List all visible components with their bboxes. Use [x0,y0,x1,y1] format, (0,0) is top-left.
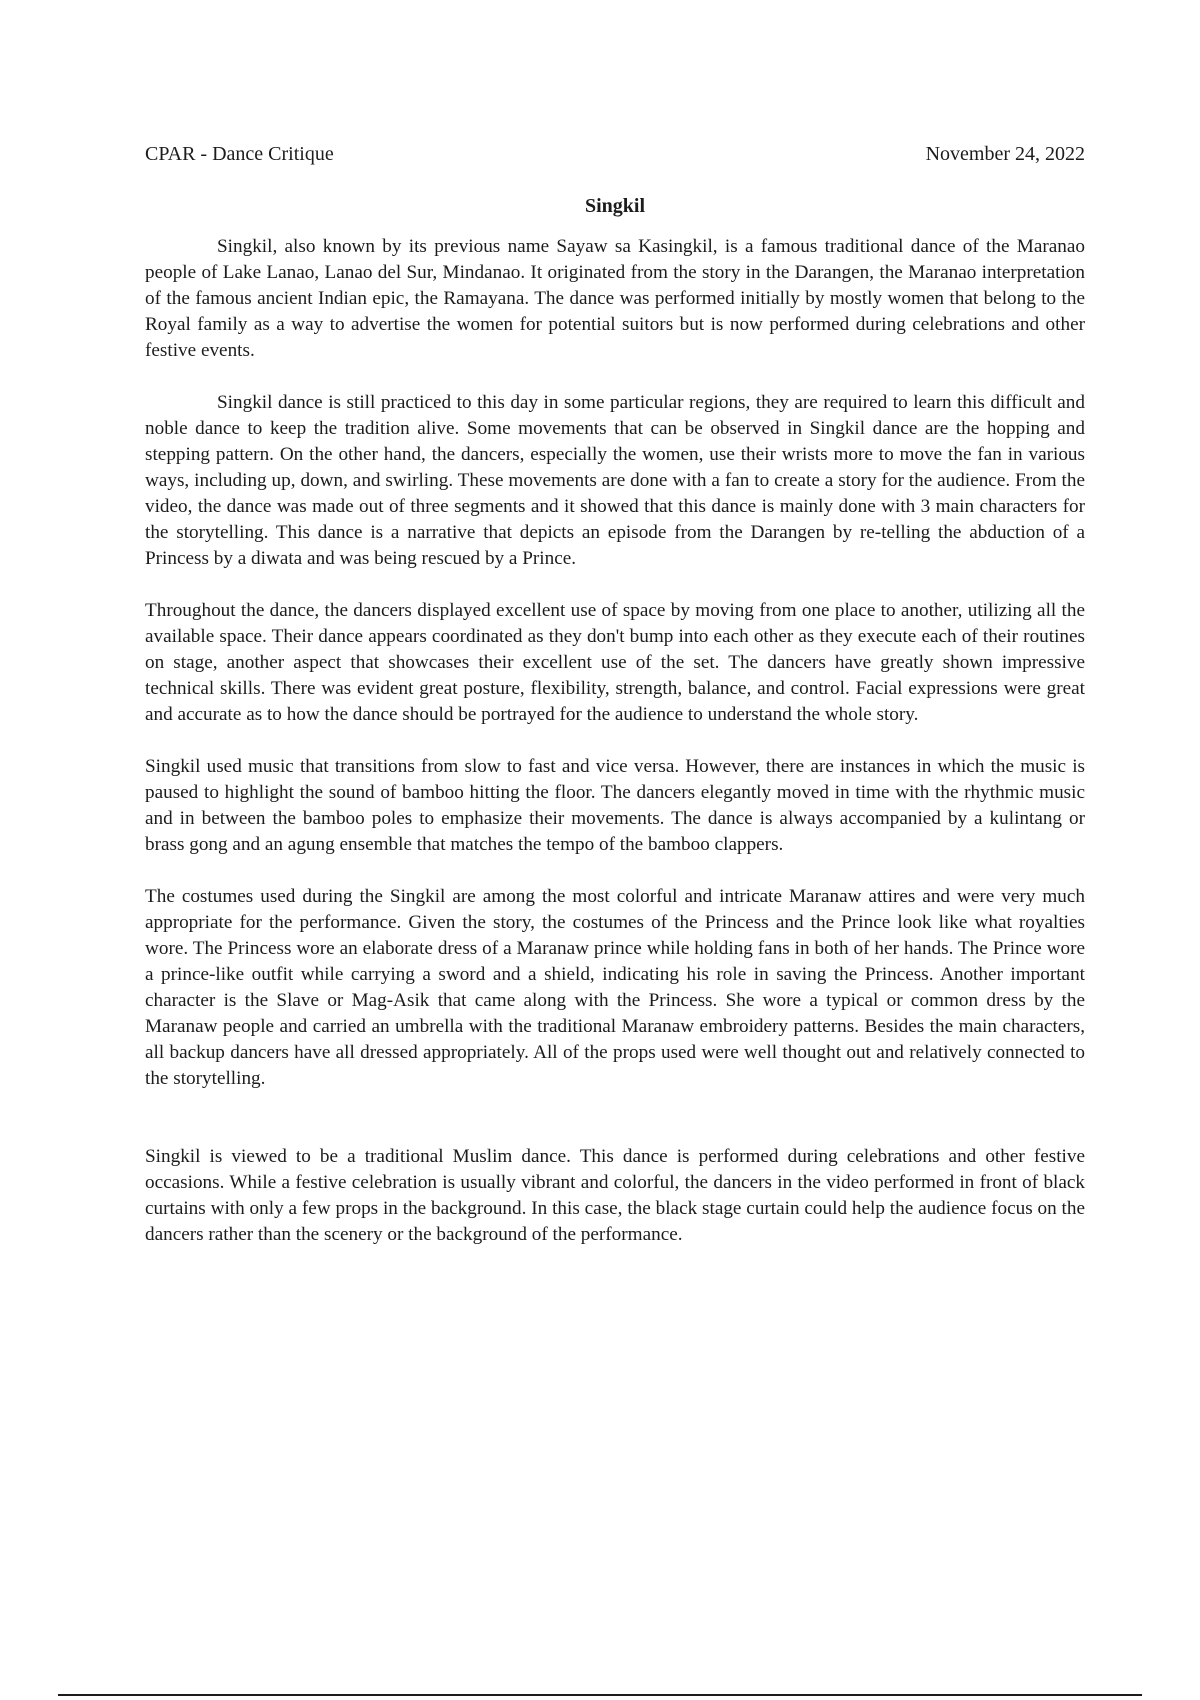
paragraph-intro: Singkil, also known by its previous name Sayaw sa Kasingkil, is a famous traditional dance of the Maranao people of Lake Lanao, Lanao del Sur, Mindanao. It originated from the story in the Darangen, the Maranao interpretation of the famous ancient Indian epic, the Ramayana. The dance was performed initially by mostly women that belong to the Royal family as a way to advertise the women for potential suitors but is now performed during celebrations and other festive events. [145,236,1085,361]
document-header [145,140,1085,168]
paragraph-setting: Singkil is viewed to be a traditional Muslim dance. This dance is performed during celebrations and other festive occasions. While a festive celebration is usually vibrant and colorful, the dancers in the video performed in front of black curtains with only a few props in the background. In this case, the black stage curtain could help the audience focus on the dancers rather than the scenery or the background of the performance. [145,1146,1085,1245]
document-date: November 24, 2022 [925,143,1085,165]
paragraph-space-technique: Throughout the dance, the dancers displayed excellent use of space by moving from one place to another, utilizing all the available space. Their dance appears coordinated as they don't bump into each other as they execute each of their routines on stage, another aspect that showcases their excellent use of the set. The dancers have greatly shown impressive technical skills. There was evident great posture, flexibility, strength, balance, and control. Facial expressions were great and accurate as to how the dance should be portrayed for the audience to understand the whole story. [145,600,1085,725]
paragraph-movements: Singkil dance is still practiced to this day in some particular regions, they are required to learn this difficult and noble dance to keep the tradition alive. Some movements that can be observed in Singkil dance are the hopping and stepping pattern. On the other hand, the dancers, especially the women, use their wrists more to move the fan in various ways, including up, down, and swirling. These movements are done with a fan to create a story for the audience. From the video, the dance was made out of three segments and it showed that this dance is mainly done with 3 main characters for the storytelling. This dance is a narrative that depicts an episode from the Darangen by re-telling the abduction of a Princess by a diwata and was being rescued by a Prince. [145,392,1085,569]
paragraph-costumes: The costumes used during the Singkil are among the most colorful and intricate Maranaw attires and were very much appropriate for the performance. Given the story, the costumes of the Princess and the Prince look like what royalties wore. The Princess wore an elaborate dress of a Maranaw prince while holding fans in both of her hands. The Prince wore a prince-like outfit while carrying a sword and a shield, indicating his role in saving the Princess. Another important character is the Slave or Mag-Asik that came along with the Princess. She wore a typical or common dress by the Maranaw people and carried an umbrella with the traditional Maranaw embroidery patterns. Besides the main characters, all backup dancers have all dressed appropriately. All of the props used were well thought out and relatively connected to the storytelling. [145,886,1085,1089]
document-page [145,140,1085,1274]
bottom-rule-divider [58,1694,1142,1696]
document-title: Singkil [584,195,646,217]
paragraph-music: Singkil used music that transitions from slow to fast and vice versa. However, there are instances in which the music is paused to highlight the sound of bamboo hitting the floor. The dancers elegantly moved in time with the rhythmic music and in between the bamboo poles to emphasize their movements. The dance is always accompanied by a kulintang or brass gong and an agung ensemble that matches the tempo of the bamboo clappers. [145,756,1085,855]
course-label: CPAR - Dance Critique [145,143,334,165]
